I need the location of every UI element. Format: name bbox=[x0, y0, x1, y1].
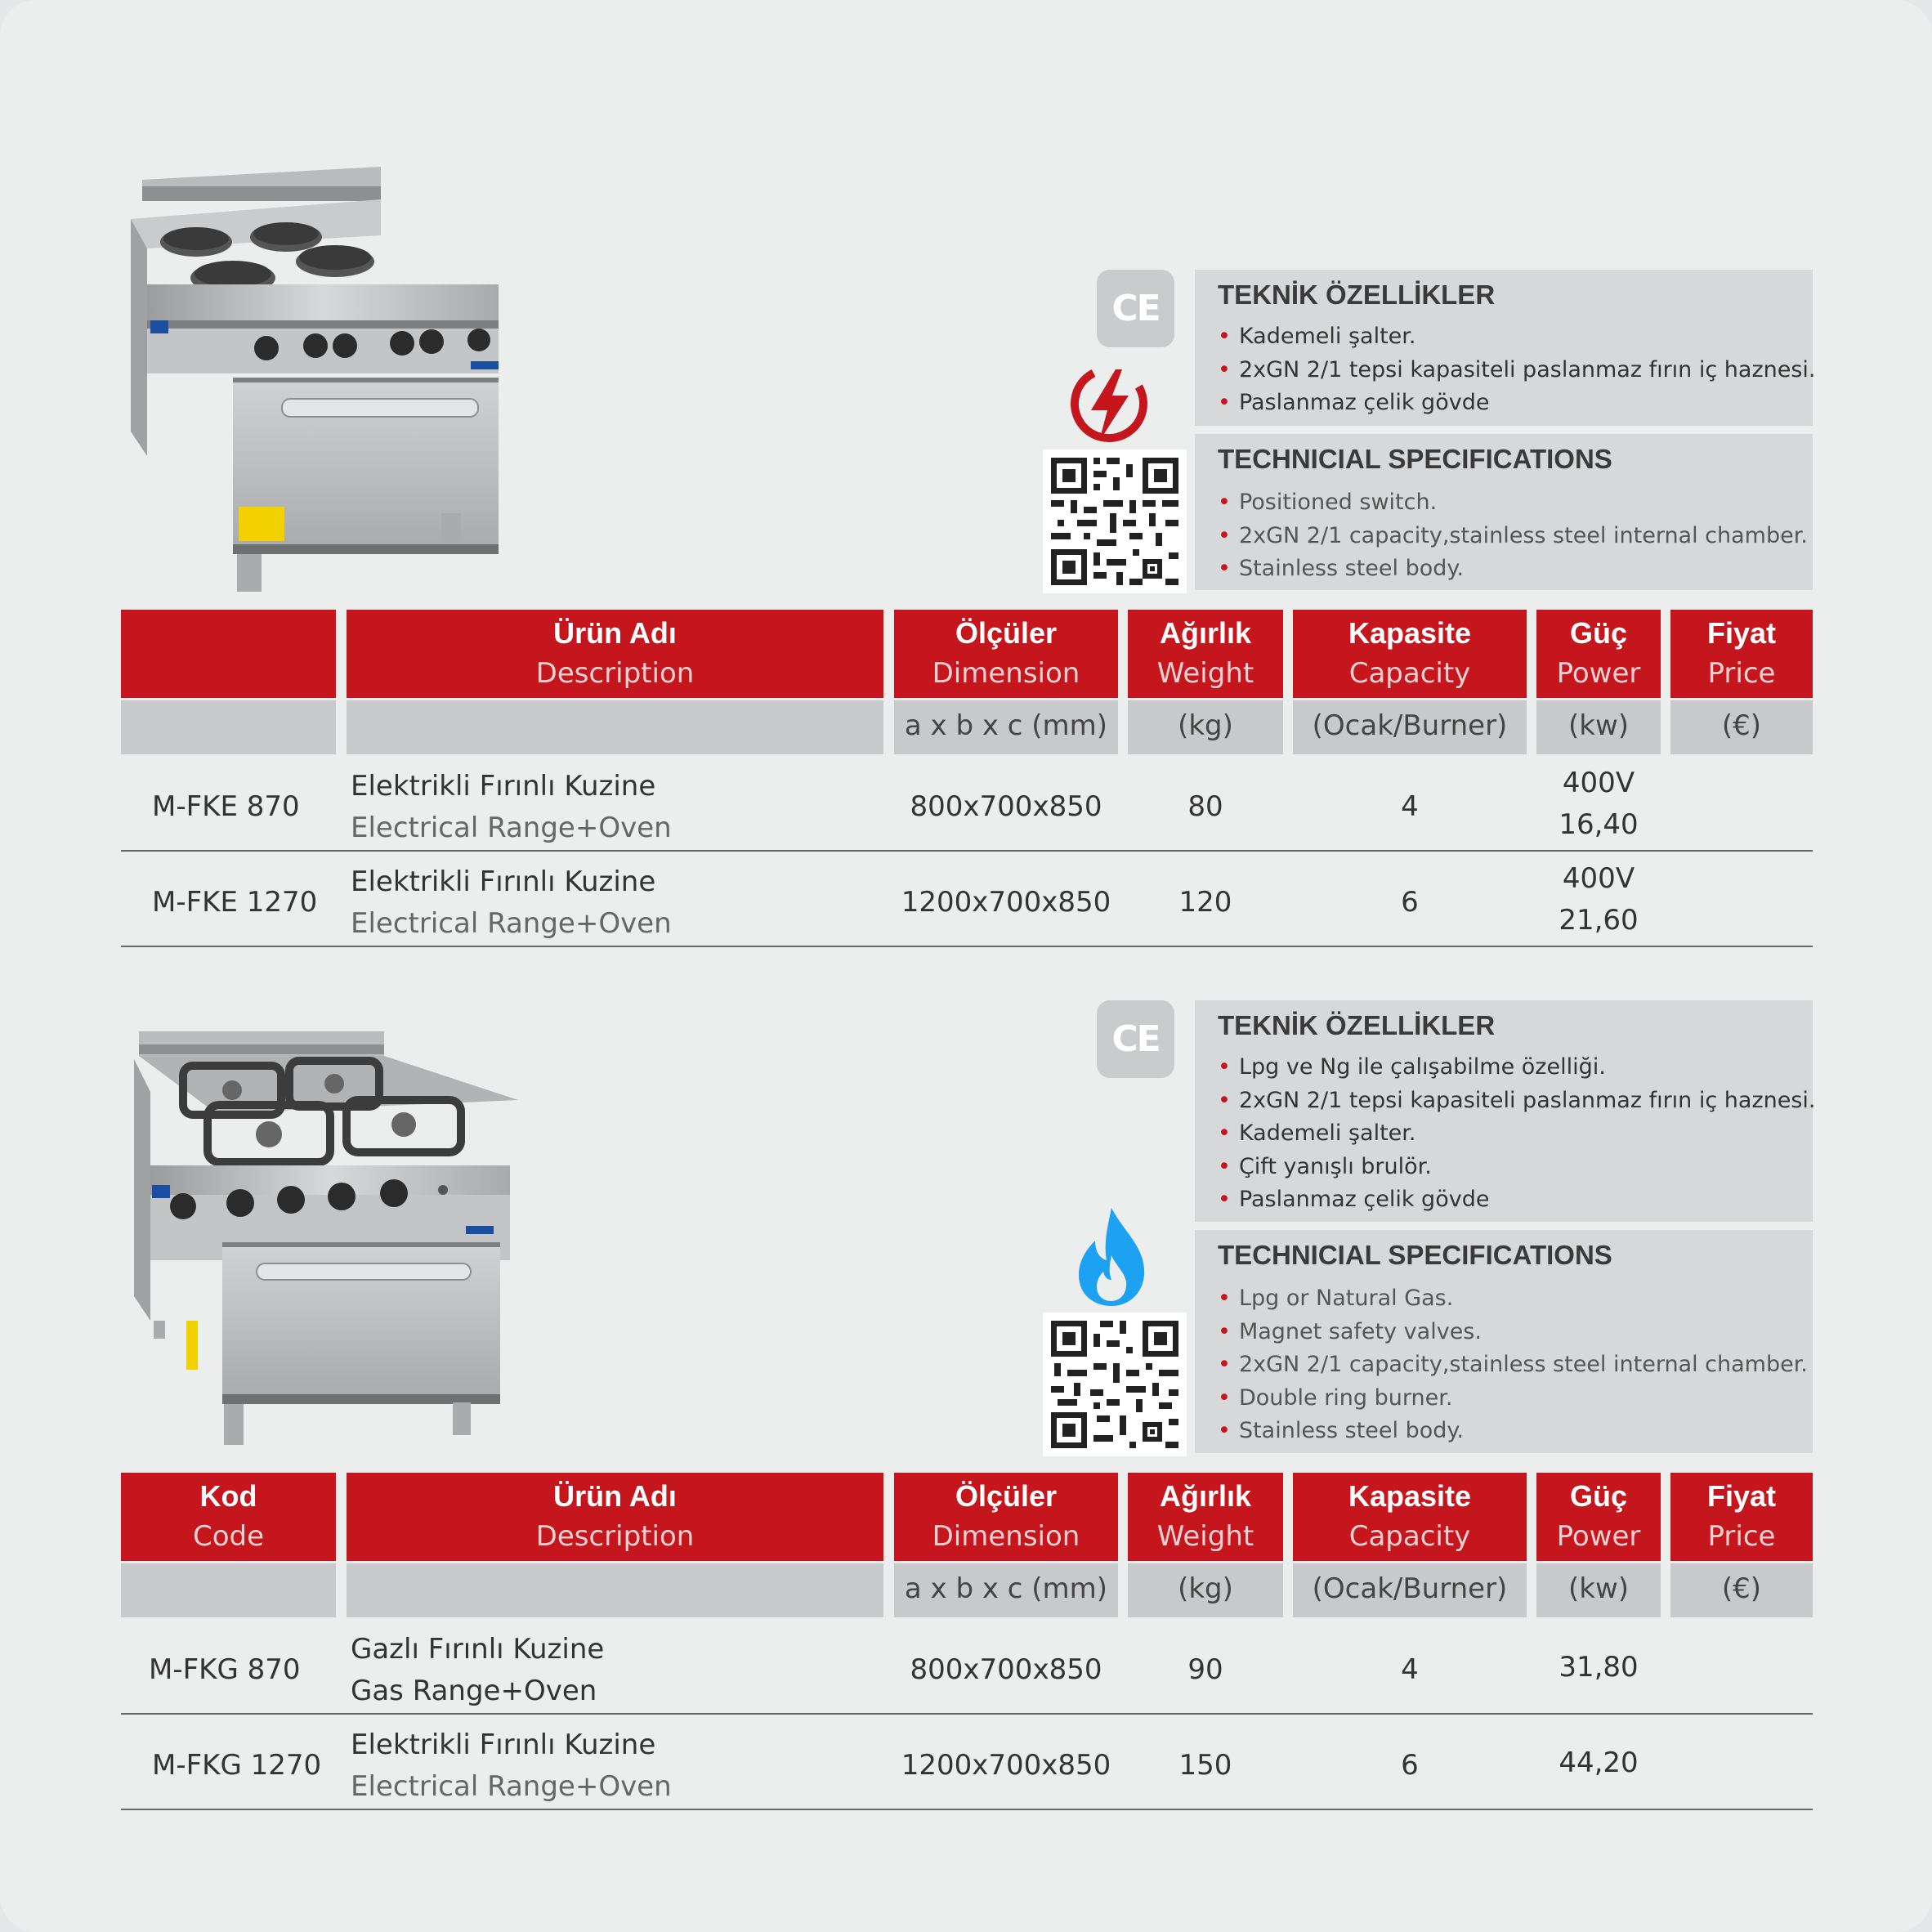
header-cell-capacity: Kapasite Capacity bbox=[1293, 1473, 1527, 1561]
header-unit-description bbox=[347, 700, 883, 754]
row-divider bbox=[121, 1713, 1813, 1715]
electric-range-oven-image bbox=[131, 162, 515, 603]
header-unit-capacity: (Ocak/Burner) bbox=[1293, 700, 1527, 754]
row-divider bbox=[121, 1809, 1813, 1810]
spec-box-english bbox=[1195, 434, 1813, 590]
spec-item: • Lpg or Natural Gas. bbox=[1218, 1286, 1454, 1311]
cell-power: 16,40 bbox=[1559, 808, 1639, 841]
cell-description-en: Electrical Range+Oven bbox=[351, 812, 672, 844]
qr-code-gas bbox=[1043, 1313, 1187, 1456]
header-unit-code bbox=[121, 700, 336, 754]
cell-description-en: Electrical Range+Oven bbox=[351, 907, 672, 940]
spec-box-turkish bbox=[1195, 270, 1816, 426]
spec-box-english bbox=[1195, 1230, 1813, 1453]
spec-title-tr: TEKNİK ÖZELLİKLER bbox=[1218, 1010, 1496, 1040]
spec-item: • Paslanmaz çelik gövde bbox=[1218, 390, 1490, 415]
header-cell-price: Fiyat Price bbox=[1670, 610, 1813, 698]
spec-title-en: TECHNICIAL SPECIFICATIONS bbox=[1218, 1240, 1612, 1270]
spec-item: • Stainless steel body. bbox=[1218, 556, 1465, 581]
spec-item: • Kademeli şalter. bbox=[1218, 1120, 1416, 1146]
row-divider bbox=[121, 946, 1813, 947]
header-cell-capacity: Kapasite Capacity bbox=[1293, 610, 1527, 698]
header-cell-dimension: Ölçüler Dimension bbox=[894, 610, 1118, 698]
header-unit-capacity: (Ocak/Burner) bbox=[1293, 1563, 1527, 1617]
header-cell-weight: Ağırlık Weight bbox=[1128, 1473, 1283, 1561]
cell-weight: 120 bbox=[1178, 886, 1232, 919]
spec-item: • 2xGN 2/1 tepsi kapasiteli paslanmaz fırın iç haznesi. bbox=[1218, 356, 1816, 382]
header-cell-code bbox=[121, 610, 336, 698]
cell-power: 44,20 bbox=[1559, 1746, 1639, 1779]
cell-capacity: 4 bbox=[1401, 1653, 1419, 1686]
header-cell-dimension: Ölçüler Dimension bbox=[894, 1473, 1118, 1561]
cell-capacity: 6 bbox=[1401, 1749, 1419, 1782]
header-unit-dimension: a x b x c (mm) bbox=[894, 700, 1118, 754]
header-cell-code: Kod Code bbox=[121, 1473, 336, 1561]
spec-title-en: TECHNICIAL SPECIFICATIONS bbox=[1218, 444, 1612, 474]
cell-weight: 90 bbox=[1187, 1653, 1223, 1686]
cell-power-voltage: 400V bbox=[1562, 862, 1635, 895]
header-unit-price: (€) bbox=[1670, 700, 1813, 754]
header-cell-description: Ürün Adı Description bbox=[347, 610, 883, 698]
cell-power-voltage: 400V bbox=[1562, 767, 1635, 799]
cell-code: M-FKG 1270 bbox=[152, 1749, 322, 1782]
row-divider bbox=[121, 850, 1813, 852]
spec-item: • 2xGN 2/1 tepsi kapasiteli paslanmaz fırın iç haznesi. bbox=[1218, 1087, 1816, 1113]
cell-description-tr: Elektrikli Fırınlı Kuzine bbox=[351, 865, 656, 898]
spec-item: • 2xGN 2/1 capacity,stainless steel internal chamber. bbox=[1218, 522, 1808, 548]
cell-description-en: Electrical Range+Oven bbox=[351, 1770, 672, 1803]
cell-weight: 150 bbox=[1178, 1749, 1232, 1782]
header-cell-power: Güç Power bbox=[1536, 610, 1661, 698]
cell-dimension: 1200x700x850 bbox=[901, 886, 1111, 919]
spec-item: • Magnet safety valves. bbox=[1218, 1318, 1482, 1344]
gas-range-oven-image bbox=[134, 1026, 518, 1451]
cell-dimension: 800x700x850 bbox=[910, 790, 1102, 823]
ce-mark-badge: CE bbox=[1097, 270, 1174, 347]
cell-dimension: 1200x700x850 bbox=[901, 1749, 1111, 1782]
spec-item: • Lpg ve Ng ile çalışabilme özelliği. bbox=[1218, 1054, 1606, 1080]
qr-code-electric bbox=[1043, 449, 1187, 593]
cell-dimension: 800x700x850 bbox=[910, 1653, 1102, 1686]
spec-item: • Positioned switch. bbox=[1218, 490, 1438, 515]
spec-item: • Double ring burner. bbox=[1218, 1384, 1453, 1411]
header-unit-dimension: a x b x c (mm) bbox=[894, 1563, 1118, 1617]
cell-capacity: 4 bbox=[1401, 790, 1419, 823]
gas-flame-icon bbox=[1076, 1206, 1147, 1308]
spec-item: • Kademeli şalter. bbox=[1218, 324, 1416, 349]
header-unit-description bbox=[347, 1563, 883, 1617]
cell-description-en: Gas Range+Oven bbox=[351, 1675, 597, 1707]
cell-capacity: 6 bbox=[1401, 886, 1419, 919]
spec-box-turkish bbox=[1195, 1000, 1816, 1222]
spec-list-tr bbox=[1218, 320, 1816, 420]
header-cell-weight: Ağırlık Weight bbox=[1128, 610, 1283, 698]
cell-description-tr: Gazlı Fırınlı Kuzine bbox=[351, 1633, 605, 1666]
header-cell-power: Güç Power bbox=[1536, 1473, 1661, 1561]
header-unit-code bbox=[121, 1563, 336, 1617]
spec-list-en bbox=[1218, 1282, 1808, 1448]
header-unit-price: (€) bbox=[1670, 1563, 1813, 1617]
spec-item: • Stainless steel body. bbox=[1218, 1418, 1465, 1443]
spec-item: • 2xGN 2/1 capacity,stainless steel internal chamber. bbox=[1218, 1352, 1808, 1377]
spec-list-tr bbox=[1218, 1051, 1816, 1217]
cell-power: 31,80 bbox=[1559, 1651, 1639, 1684]
header-cell-description: Ürün Adı Description bbox=[347, 1473, 883, 1561]
cell-weight: 80 bbox=[1187, 790, 1223, 823]
spec-item: • Paslanmaz çelik gövde bbox=[1218, 1187, 1490, 1212]
spec-title-tr: TEKNİK ÖZELLİKLER bbox=[1218, 280, 1496, 310]
header-unit-weight: (kg) bbox=[1128, 700, 1283, 754]
ce-mark-badge: CE bbox=[1097, 1000, 1174, 1078]
cell-code: M-FKE 870 bbox=[152, 790, 300, 823]
cell-description-tr: Elektrikli Fırınlı Kuzine bbox=[351, 1729, 656, 1761]
cell-code: M-FKE 1270 bbox=[152, 886, 318, 919]
header-unit-power: (kw) bbox=[1536, 1563, 1661, 1617]
spec-list-en bbox=[1218, 486, 1808, 586]
cell-description-tr: Elektrikli Fırınlı Kuzine bbox=[351, 770, 656, 803]
electric-icon bbox=[1068, 363, 1150, 445]
cell-code: M-FKG 870 bbox=[149, 1653, 301, 1686]
spec-item: • Çift yanışlı brulör. bbox=[1218, 1153, 1432, 1179]
cell-power: 21,60 bbox=[1559, 904, 1639, 937]
header-cell-price: Fiyat Price bbox=[1670, 1473, 1813, 1561]
header-unit-power: (kw) bbox=[1536, 700, 1661, 754]
header-unit-weight: (kg) bbox=[1128, 1563, 1283, 1617]
